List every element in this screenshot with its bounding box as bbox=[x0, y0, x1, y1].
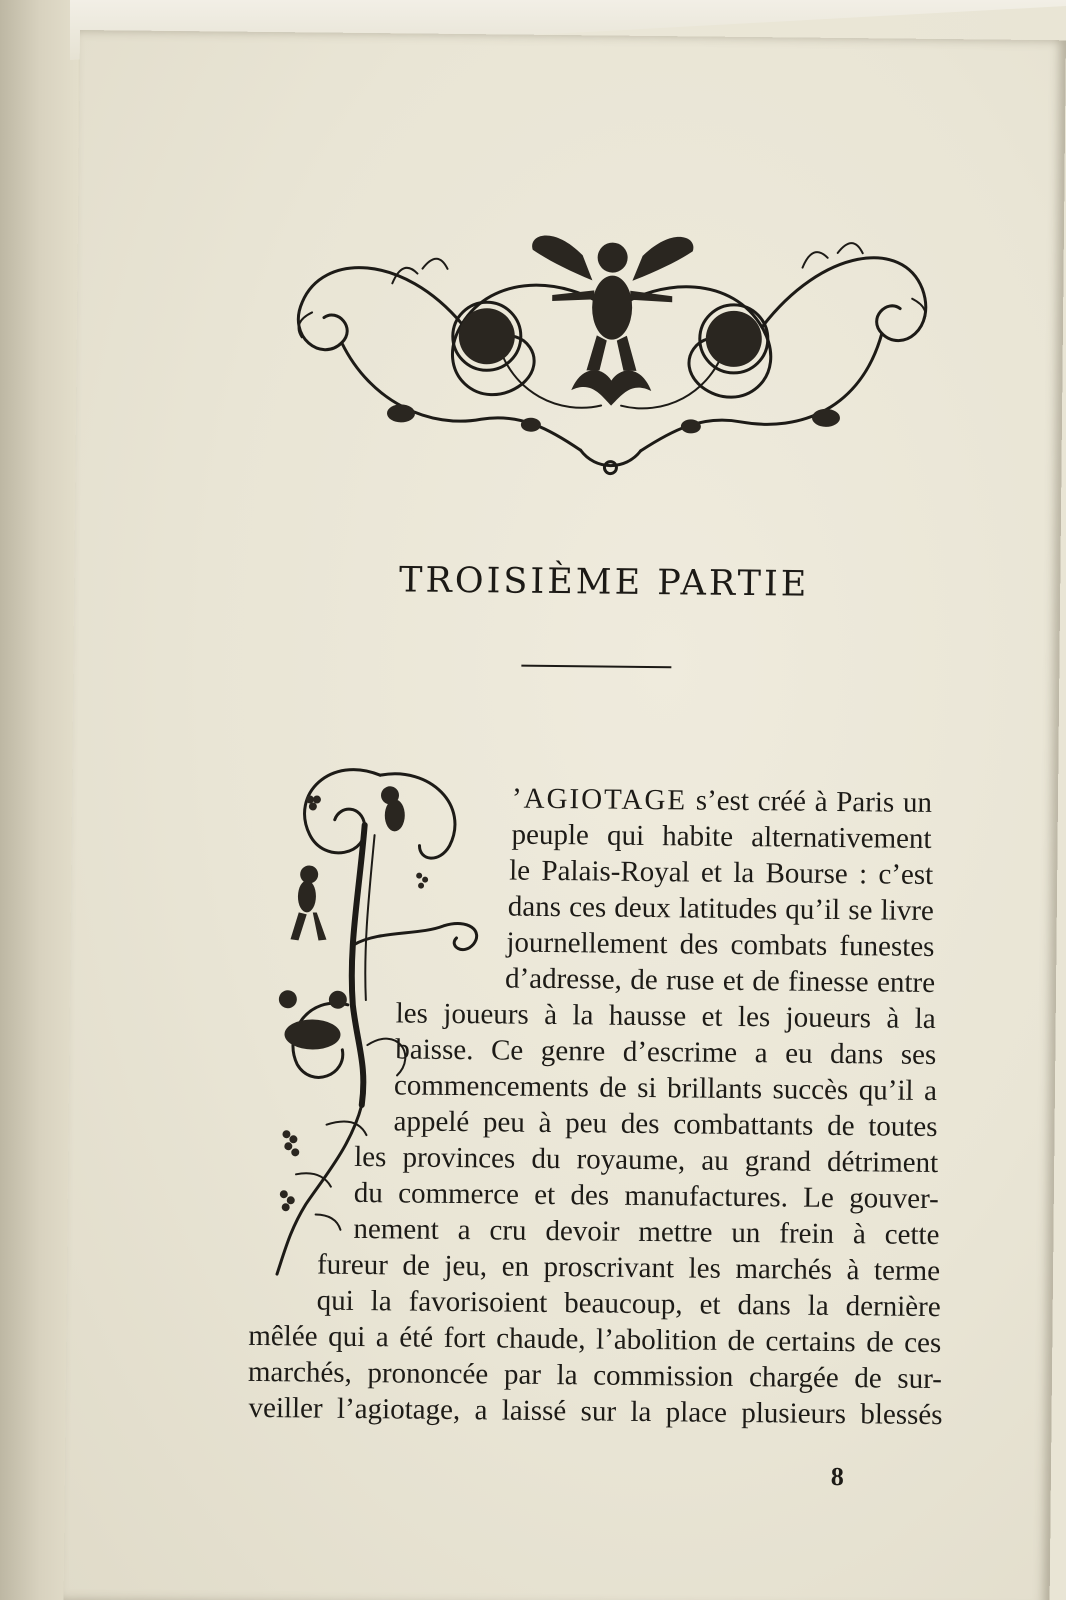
cherub bbox=[531, 235, 694, 371]
text-line-8: baisse. Ce genre d’escrime a eu dans ses bbox=[395, 1033, 937, 1072]
text-line-3: le Palais-Royal et la Bourse : c’est bbox=[509, 854, 934, 891]
opening-word: ’AGIOTAGE bbox=[511, 782, 688, 817]
text-line-1-rest: s’est créé à Paris un bbox=[686, 784, 933, 819]
right-outer-scroll bbox=[762, 257, 926, 341]
text-line-5: journellement des combats funestes bbox=[506, 926, 935, 963]
chapter-title: TROISIÈME PARTIE bbox=[398, 560, 810, 605]
initial-cherubs bbox=[278, 785, 405, 1050]
text-line-16: mêlée qui a été fort chaude, l’abolition de certains de ces bbox=[248, 1319, 942, 1360]
headpiece-ornament bbox=[280, 212, 943, 484]
text-line-9: commencements de si brillants succès qu’il a bbox=[393, 1069, 938, 1108]
text-line-1 bbox=[512, 781, 932, 821]
left-outer-scroll bbox=[298, 267, 462, 351]
text-line-12: du commerce et des manufactures. Le gouver- bbox=[353, 1176, 939, 1216]
text-line-18: veiller l’agiotage, a laissé sur la place plusieurs blessés bbox=[248, 1391, 943, 1432]
text-line-17: marchés, prononcée par la commission chargée de sur- bbox=[247, 1355, 943, 1396]
text-line-7: les joueurs à la hausse et les joueurs à la bbox=[395, 997, 936, 1036]
title-rule bbox=[521, 665, 671, 669]
text-line-4: dans ces deux latitudes qu’il se livre bbox=[507, 890, 934, 927]
page-number: 8 bbox=[830, 1461, 845, 1492]
text-line-15: qui la favorisoient beaucoup, et dans la dernière bbox=[316, 1284, 941, 1324]
right-roundel bbox=[706, 311, 763, 368]
text-line-11: les provinces du royaume, au grand détriment bbox=[354, 1140, 939, 1180]
text-line-2: peuple qui habite alternativement bbox=[511, 818, 932, 855]
text-line-14: fureur de jeu, en proscrivant les marchés à terme bbox=[316, 1248, 941, 1288]
text-line-13: nement a cru devoir mettre un frein à cette bbox=[353, 1212, 940, 1252]
book-page bbox=[64, 30, 1066, 1600]
text-line-6: d’adresse, de ruse et de finesse entre bbox=[504, 962, 936, 1000]
text-line-10: appelé peu à peu des combattants de toutes bbox=[393, 1105, 938, 1144]
